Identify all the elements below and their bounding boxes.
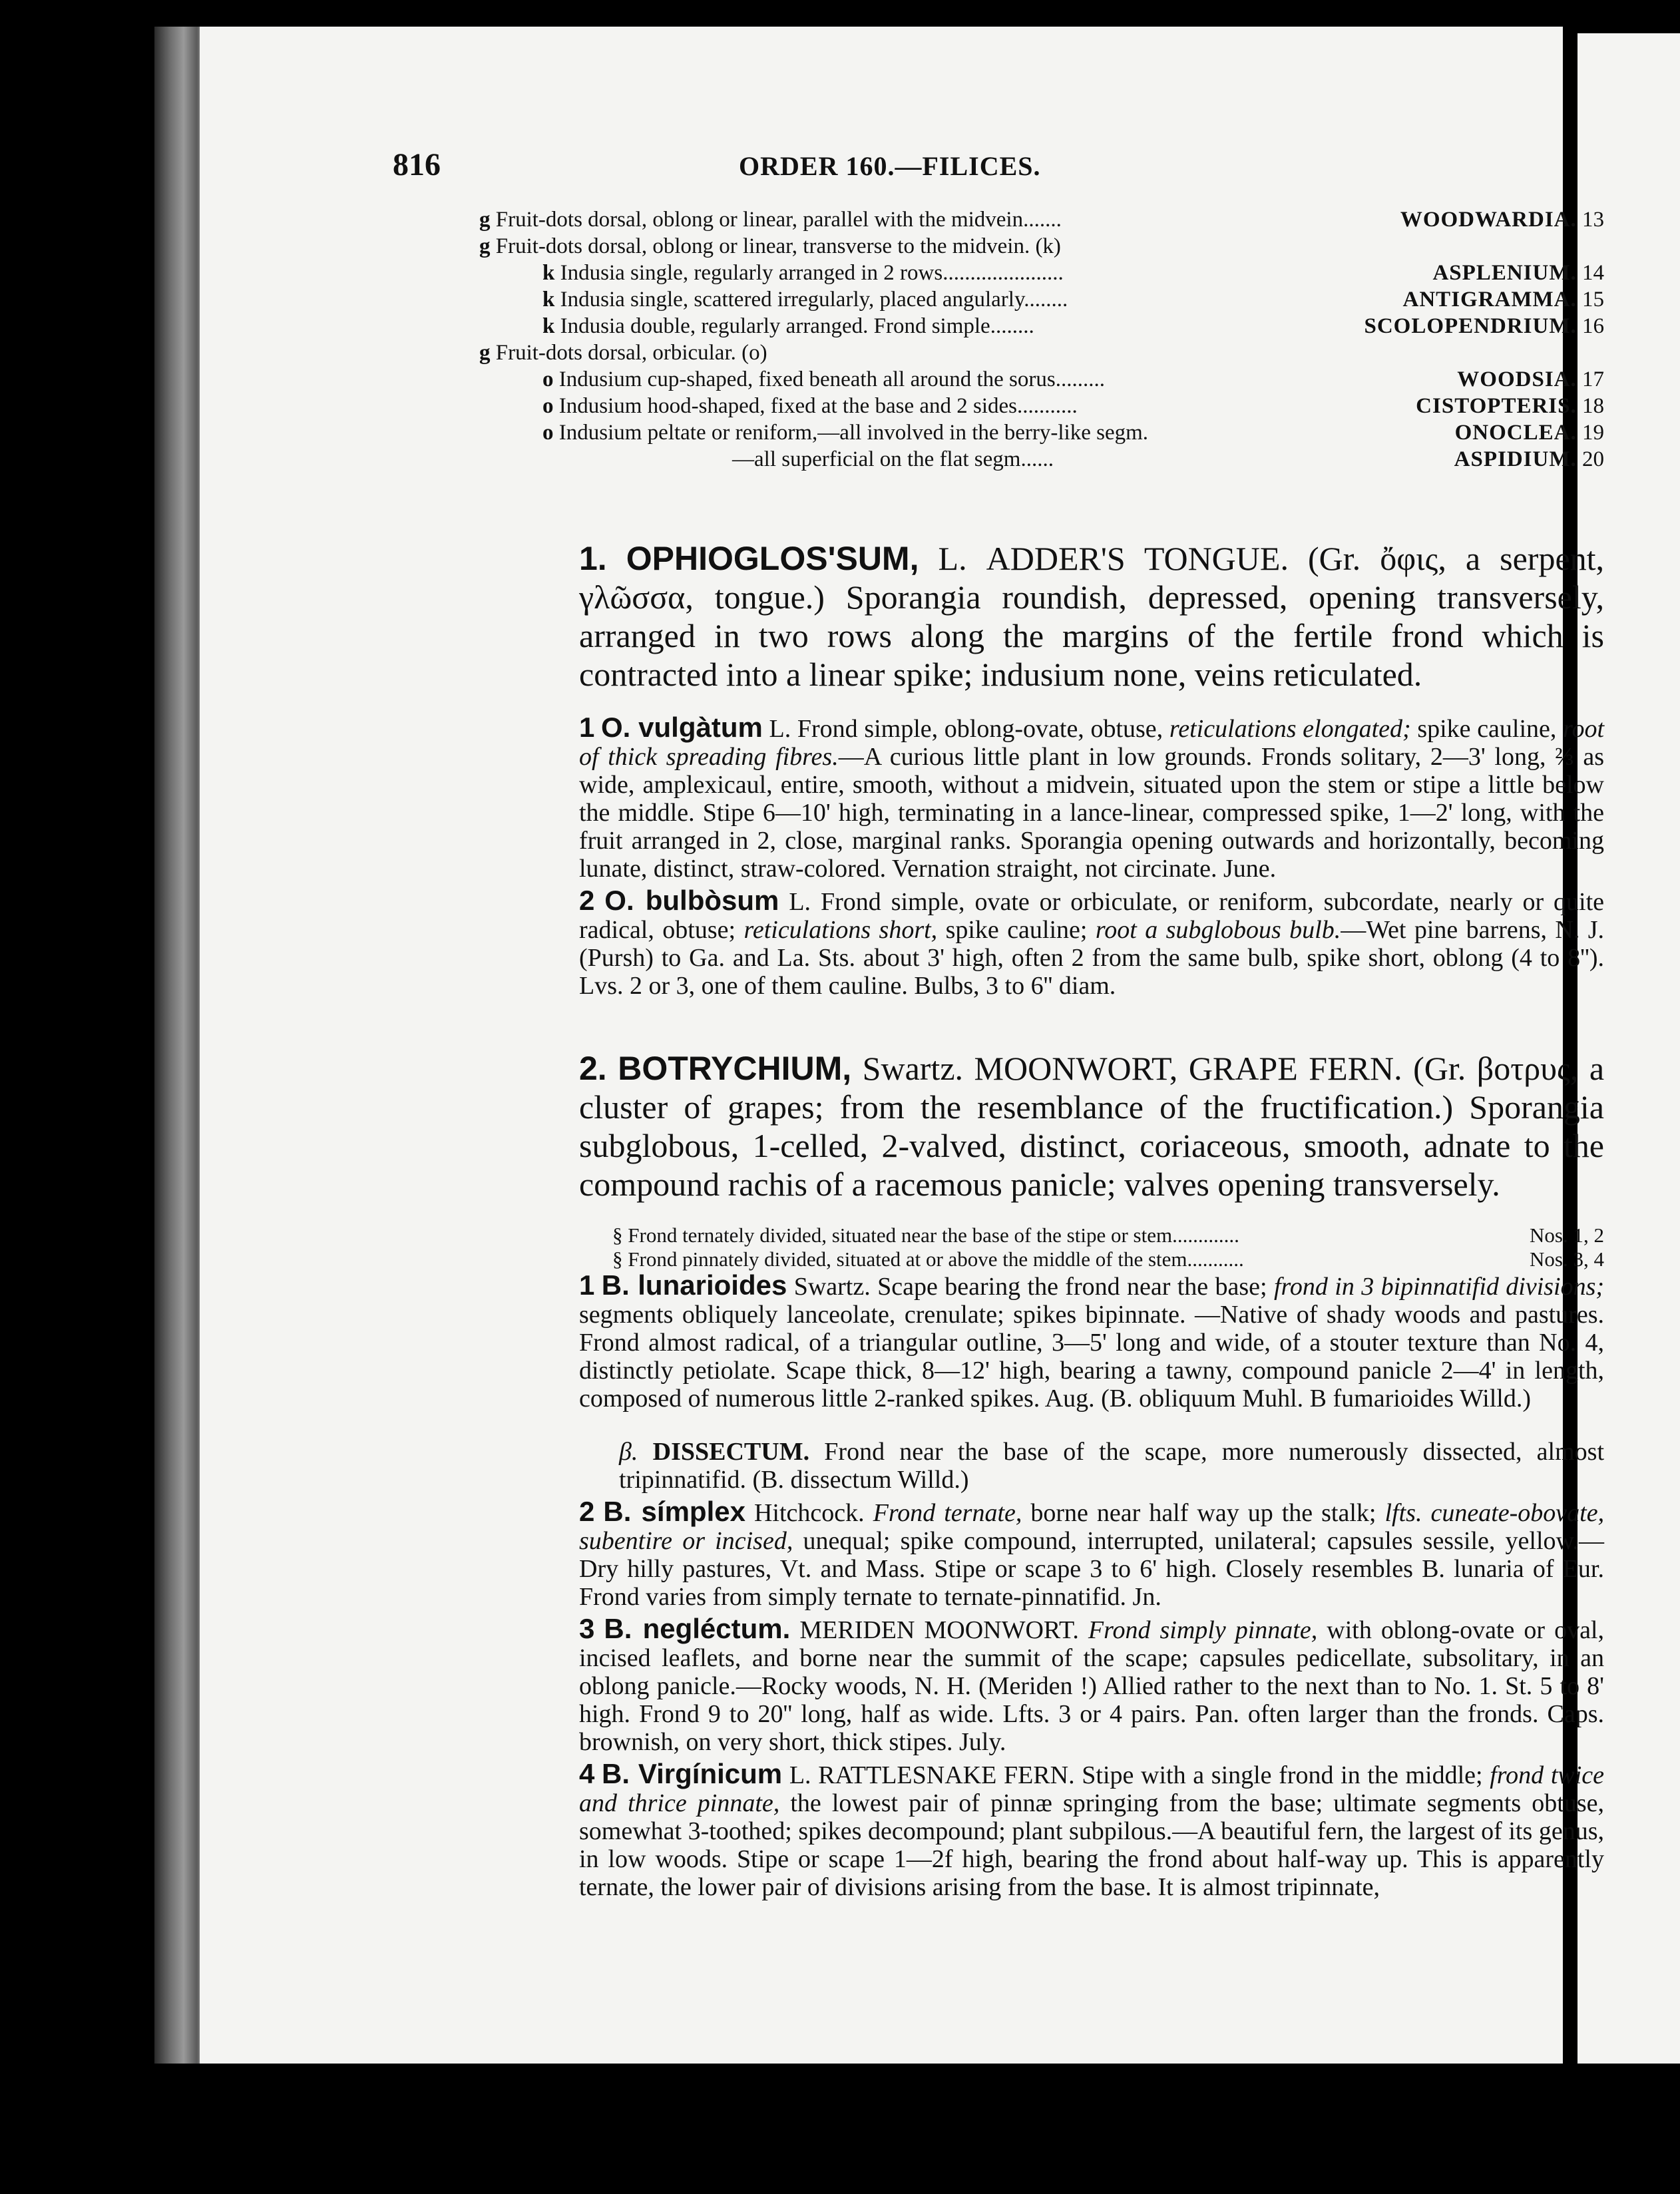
- section-key-row: § Frond ternately divided, situated near the base of the stipe or stem............. Nos. 1, 2: [612, 1223, 1604, 1247]
- species-entry: 3 B. negléctum. MERIDEN MOONWORT. Frond simply pinnate, with oblong-ovate or oval, incised leaflets, and borne near the summit of the scape; capsules pedicellate, subsolitary, in an oblong panicle.—Rocky woods, N. H. (Meriden !) Allied rather to the next than to No. 1. St. 5 to 8' high. Frond 9 to 20'' long, half as wide. Lfts. 3 or 4 pairs. Pan. often larger than the fronds. Caps. brownish, on very short, thick stipes. July.: [579, 1613, 1604, 1756]
- key-row: k Indusia single, regularly arranged in 2 rows...................... ASPLENIUM. 14: [542, 261, 1604, 285]
- main-text: [579, 506, 1604, 1905]
- page-number: 816: [393, 147, 441, 182]
- species-entry: 2 O. bulbòsum L. Frond simple, ovate or orbiculate, or reniform, subcordate, nearly or quite radical, obtuse; reticulations short, spike cauline; root a subglobous bulb.—Wet pine barrens, N. J. (Pursh) to Ga. and La. Sts. about 3' high, often 2 from the same bulb, spike short, oblong (4 to 8''). Lvs. 2 or 3, one of them cauline. Bulbs, 3 to 6'' diam.: [579, 885, 1605, 1000]
- genus-ophioglossum: 1. OPHIOGLOS'SUM, L. ADDER'S TONGUE. (Gr. ὄφις, a serpent, γλῶσσα, tongue.) Sporangia roundish, depressed, opening transversely, arranged in two rows along the margins of the fertile frond which is contracted into a linear spike; indusium none, veins reticulated.: [579, 540, 1605, 693]
- genus-key: [479, 206, 1604, 473]
- key-row: o Indusium cup-shaped, fixed beneath all around the sorus......... WOODSIA. 17: [542, 367, 1604, 391]
- variety-entry: β. DISSECTUM. Frond near the base of the scape, more numerously dissected, almost tripinnatifid. (B. dissectum Willd.): [619, 1438, 1605, 1494]
- key-row: k Indusia double, regularly arranged. Frond simple........ SCOLOPENDRIUM. 16: [542, 314, 1604, 338]
- species-entry: 1 O. vulgàtum L. Frond simple, oblong-ovate, obtuse, reticulations elongated; spike cauline, root of thick spreading fibres.—A curious little plant in low grounds. Fronds solitary, 2—3' long, ⅔ as wide, amplexicaul, entire, smooth, without a midvein, situated upon the stem or stipe a little below the middle. Stipe 6—10' high, terminating in a lance-linear, compressed spike, 1—2' long, with the fruit arranged in 2, close, marginal ranks. Sporangia opening outwards and horizontally, becoming lunate, distinct, straw-colored. Vernation straight, not circinate. June.: [579, 712, 1604, 883]
- running-head: ORDER 160.—FILICES.: [739, 151, 1041, 181]
- genus-botrychium: 2. BOTRYCHIUM, Swartz. MOONWORT, GRAPE FERN. (Gr. βοτρυς, a cluster of grapes; from the resemblance of the fructification.) Sporangia subglobous, 1-celled, 2-valved, distinct, coriaceous, smooth, adnate to the compound rachis of a racemous panicle; valves opening transversely.: [579, 1050, 1605, 1203]
- key-row: g Fruit-dots dorsal, orbicular. (o): [479, 341, 767, 365]
- key-row: g Fruit-dots dorsal, oblong or linear, transverse to the midvein. (k): [479, 234, 1061, 258]
- key-row: o Indusium hood-shaped, fixed at the base and 2 sides........... CISTOPTERIS. 18: [542, 394, 1604, 418]
- species-entry: 4 B. Virgínicum L. RATTLESNAKE FERN. Stipe with a single frond in the middle; frond twice and thrice pinnate, the lowest pair of pinnæ springing from the base; ultimate segments obtuse, somewhat 3-toothed; spikes decompound; plant subpilous.—A beautiful fern, the largest of its genus, in low woods. Stipe or scape 1—2f high, bearing the frond about half-way up. This is apparently ternate, the lower pair of divisions arising from the base. It is almost tripinnate,: [579, 1758, 1605, 1901]
- book-page: [200, 27, 1605, 2064]
- species-entry: 2 B. símplex Hitchcock. Frond ternate, borne near half way up the stalk; lfts. cuneate-obovate, subentire or incised, unequal; spike compound, interrupted, unilateral; capsules sessile, yellow.—Dry hilly pastures, Vt. and Mass. Stipe or scape 3 to 6' high. Closely resembles B. lunaria of Eur. Frond varies from simply ternate to ternate-pinnatifid. Jn.: [579, 1496, 1605, 1611]
- key-row: k Indusia single, scattered irregularly, placed angularly........ ANTIGRAMMA. 15: [542, 288, 1604, 312]
- key-row: —all superficial on the flat segm...... ASPIDIUM. 20: [732, 447, 1604, 471]
- page-header: [393, 126, 1423, 180]
- key-row: o Indusium peltate or reniform,—all involved in the berry-like segm. ONOCLEA. 19: [542, 421, 1604, 445]
- section-key-row: § Frond pinnately divided, situated at or above the middle of the stem........... Nos. 3, 4: [612, 1247, 1604, 1271]
- key-row: g Fruit-dots dorsal, oblong or linear, parallel with the midvein....... WOODWARDIA. 13: [479, 208, 1604, 232]
- species-entry: 1 B. lunarioides Swartz. Scape bearing the frond near the base; frond in 3 bipinnatifid divisions; segments obliquely lanceolate, crenulate; spikes bipinnate. —Native of shady woods and pastures. Frond almost radical, of a triangular outline, 3—5' long and wide, of a stouter texture than No. 4, distinctly petiolate. Scape thick, 8—12' high, bearing a tawny, compound panicle 2—4' in length, composed of numerous little 2-ranked spikes. Aug. (B. obliquum Muhl. B fumarioides Willd.): [579, 1269, 1605, 1413]
